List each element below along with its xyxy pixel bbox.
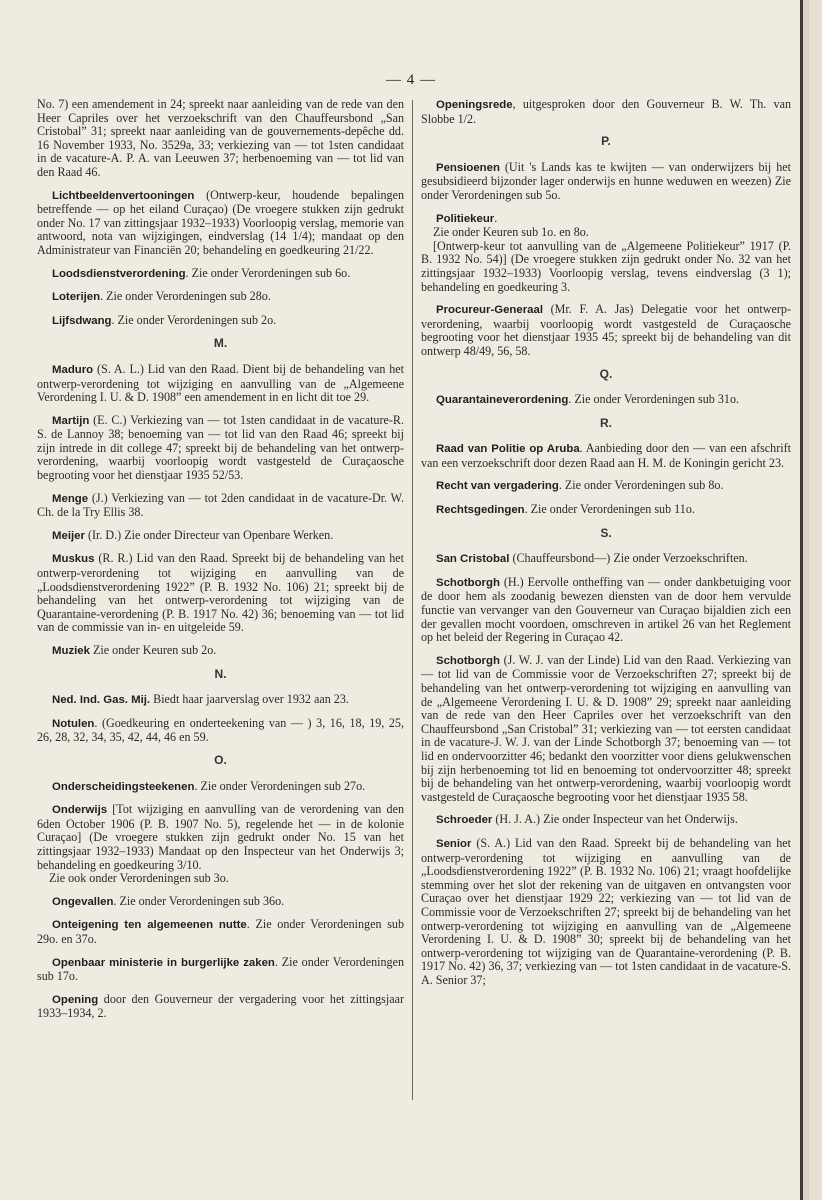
section-letter: R. (600, 415, 612, 430)
entry-text: . Zie onder Verordeningen sub 27o. (194, 778, 366, 793)
entry-text: . Zie onder Verordeningen sub 31o. (568, 392, 740, 407)
entry-text: . Zie onder Verordeningen sub 28o. (100, 289, 271, 304)
entry-headword: Meijer (52, 529, 85, 542)
entry-text: . Aanbieding door den — van een afschrift van een verzoekschrift door dezen Raad aan H. M. de Koningin gericht 23. (421, 441, 791, 470)
section-letter: Q. (599, 366, 613, 381)
right-column (421, 98, 791, 996)
index-entry (37, 956, 404, 984)
page-edge-strip (809, 0, 822, 1200)
index-entry (421, 393, 791, 408)
section-letter: P. (601, 134, 611, 149)
entry-text: (Mr. F. A. Jas) Delegatie voor het ontwerp-verordening, waarbij voorloopig wordt vastgesteld de Curaçaosche begrooting voor het dienstjaar 1935 45; spreekt bij de behandeling van dit ontwerp 48/49, 56, 58. (421, 302, 791, 358)
entry-text: [Tot wijziging en aanvulling van de verordening van den 6den October 1906 (P. B. 1907 No. 5), regelende het — in de kolonie Curaçao] (De vroegere stukken zijn gedrukt onder No. 15 van het zittingsjaar 1932–1933) Mandaat op den Inspecteur van het Onderwijs 3; behandeling en goedkeuring 3/10. (37, 802, 404, 872)
entry-text: (R. R.) Lid van den Raad. Spreekt bij de behandeling van het ontwerp-verordening tot wijziging en aanvulling van de „Loodsdienstverordening 1922” (P. B. 1932 No. 106) 21; spreekt bij de behandeling van het ontwerp-verordening tot wijziging van de Quarantaine-verordening (P. B. 1917 No. 42) 36; benoeming van — tot lid van de commissie van in- en uitgeleide 59. (37, 551, 404, 635)
entry-text: (Uit 's Lands kas te kwijten — van onderwijzers bij het gesubsidieerd bijzonder lager onderwijs en hunne weduwen en weezen) Zie onder Verordeningen sub 5o. (421, 159, 791, 202)
entry-headword: Martijn (52, 414, 90, 427)
index-continuation (37, 98, 404, 180)
entry-text: (E. C.) Verkiezing van — tot 1sten candidaat in de vacature-R. S. de Lannoy 38; benoeming van — tot lid van den Raad 46; spreekt bij zijn intrede in dit college 47; spreekt bij de behandeling van het ontwerp-verordening, waarbij voorloopig wordt vastgesteld de Curaçaosche begrooting voor het dienstjaar 1935 52/53. (37, 412, 404, 483)
entry-text: . Zie onder Verordeningen sub 6o. (185, 265, 351, 280)
index-entry (421, 813, 791, 828)
entry-text: (H. J. A.) Zie onder Inspecteur van het Onderwijs. (492, 812, 738, 827)
adjacent-page-edge (800, 0, 822, 1200)
entry-subline: Zie onder Keuren sub 1o. en 8o. (433, 225, 589, 240)
entry-text: door den Gouverneur der vergadering voor het zittingsjaar 1933–1934, 2. (37, 991, 404, 1021)
index-entry (37, 644, 404, 659)
entry-headword: Loterijen (52, 291, 101, 304)
entry-text: Zie onder Keuren sub 2o. (89, 643, 217, 657)
entry-headword: Openingsrede (436, 99, 513, 111)
entry-text: . (Goedkeuring en onderteekening van — ) 3, 16, 18, 19, 25, 26, 28, 32, 34, 35, 42, 44, 46 en 59. (37, 715, 404, 745)
entry-headword: Maduro (52, 363, 94, 376)
entry-text: . Zie onder Verordeningen sub 36o. (113, 893, 285, 908)
section-letter: N. (214, 666, 227, 681)
index-entry (37, 492, 404, 520)
entry-headword: Ned. Ind. Gas. Mij. (52, 694, 151, 707)
entry-text: . (494, 210, 498, 225)
entry-headword: Lichtbeeldenvertooningen (52, 189, 195, 202)
index-entry (421, 479, 791, 494)
entry-headword: Onderwijs (52, 804, 108, 817)
index-entry (37, 363, 404, 405)
entry-text: (Ir. D.) Zie onder Directeur van Openbare Werken. (84, 527, 334, 542)
index-entry (37, 529, 404, 544)
entry-headword: Onderscheidingsteekenen (52, 780, 195, 793)
index-entry (37, 414, 404, 483)
entry-headword: Raad van Politie op Aruba (436, 443, 580, 456)
entry-headword: Menge (52, 492, 89, 505)
entry-headword: Onteigening ten algemeenen nutte (52, 919, 247, 932)
index-entry (37, 993, 404, 1021)
index-entry (37, 717, 404, 745)
section-letter: O. (214, 752, 227, 767)
index-entry (37, 189, 404, 258)
index-entry (37, 552, 404, 635)
entry-text: . Zie onder Verordeningen sub 11o. (524, 502, 695, 517)
entry-headword: Muziek (52, 645, 90, 657)
entry-text: (H.) Eervolle ontheffing van — onder dankbetuiging voor de door hem als zoodanig bewezen diensten van de door hem vervulde functie van vervanger van den Gouverneur van Curaçao bijaldien zich een der gevallen mocht voordoen, omschreven in artikel 26 van het Reglement op het beleid der Regering in Curaçao 42. (421, 574, 791, 645)
entry-text: (Ontwerp-keur, houdende bepalingen betreffende — op het eiland Curaçao) (De vroegere stukken zijn gedrukt onder No. 17 van zittingsjaar 1932–1933) Voorloopig verslag, memorie van antwoord, nota van wijzigingen, eindverslag (14 1/4); mandaat op den Administrateur van Financiën 20; behandeling en goedkeuring 21/22. (37, 187, 404, 257)
entry-headword: Schroeder (436, 814, 493, 827)
section-letter: M. (213, 336, 228, 351)
entry-headword: Lijfsdwang (52, 314, 112, 327)
entry-headword: Quarantaineverordening (436, 394, 569, 407)
index-entry (37, 803, 404, 886)
index-entry (421, 98, 791, 126)
entry-headword: San Cristobal (436, 553, 510, 566)
index-entry (37, 267, 404, 282)
entry-headword: Notulen (52, 717, 95, 730)
entry-headword: Procureur-Generaal (436, 304, 543, 317)
entry-text: No. 7) een amendement in 24; spreekt naar aanleiding van de rede van den Heer Capriles over het verzoekschrift van den Chauffeursbond „San Cristobal” 31; spreekt naar aanleiding van de gouvernements-depêche dd. 16 November 1933, No. 3529a, 33; verkiezing van — tot 1sten candidaat in de vacature-A. P. A. van Leeuwen 37; herbenoeming van — tot lid van den Raad 46. (37, 97, 404, 179)
index-entry (37, 290, 404, 305)
entry-text: Biedt haar jaarverslag over 1932 aan 23. (150, 692, 349, 707)
index-entry (421, 161, 791, 203)
entry-headword: Senior (436, 837, 472, 850)
entry-text: , uitgesproken door den Gouverneur B. W. Th. van Slobbe 1/2. (421, 97, 791, 126)
entry-headword: Politiekeur (436, 212, 495, 225)
index-entry (37, 693, 404, 708)
index-entry (421, 212, 791, 295)
page-number: — 4 — (386, 72, 436, 88)
entry-headword: Schotborgh (436, 576, 500, 589)
entry-text: (Chauffeursbond—) Zie onder Verzoekschriften. (509, 551, 748, 566)
entry-text: . Zie onder Verordeningen sub 2o. (111, 312, 277, 327)
index-entry (37, 780, 404, 795)
entry-headword: Loodsdienstverordening (52, 267, 186, 280)
entry-text: (S. A. L.) Lid van den Raad. Dient bij de behandeling van het ontwerp-verordening tot wijziging en aanvulling van de „Algemeene Verordening I. U. & D. 1908” een amendement in en licht dit toe 29. (37, 361, 404, 405)
index-entry (37, 314, 404, 329)
entry-subline: Zie ook onder Verordeningen sub 3o. (49, 871, 229, 886)
entry-headword: Pensioenen (436, 161, 500, 174)
entry-subline: [Ontwerp-keur tot aanvulling van de „Algemeene Politiekeur” 1917 (P. B. 1932 No. 54)] (De vroegere stukken zijn gedrukt onder No. 32 van het zittingsjaar 1932–1933) Voorloopig verslag, tevens eindverslag (3 1); behandeling en goedkeuring 3. (421, 238, 791, 294)
index-entry (37, 895, 404, 910)
entry-text: (J.) Verkiezing van — tot 2den candidaat in de vacature-Dr. W. Ch. de la Try Ellis 38. (37, 490, 404, 520)
left-column (37, 98, 404, 1030)
index-entry (421, 654, 791, 805)
entry-headword: Opening (52, 993, 99, 1006)
section-letter: S. (600, 525, 612, 540)
index-entry (421, 442, 791, 470)
entry-headword: Recht van vergadering (436, 480, 559, 493)
index-entry (421, 837, 791, 988)
index-entry (37, 918, 404, 946)
column-divider (412, 100, 413, 1100)
entry-headword: Openbaar ministerie in burgerlijke zaken (52, 956, 275, 969)
entry-headword: Rechtsgedingen (436, 504, 525, 517)
entry-headword: Schotborgh (436, 654, 500, 667)
index-entry (421, 552, 791, 567)
index-entry (421, 303, 791, 358)
entry-text: (S. A.) Lid van den Raad. Spreekt bij de behandeling van het ontwerp-verordening tot wijziging en aanvulling van de „Loodsdienstverordening 1922” (P. B. 1932 No. 106) 21; vraagt hoofdelijke stemming over het slot der rekening van de uitgaven en ontvangsten voor Curaçao over het dienstjaar 1929 22; verkiezing van — tot lid van de Commissie voor de Verzoekschriften 27; spreekt bij de behandeling van het ontwerp-verordening tot wijziging en aanvulling van de „Algemeene Verordening I. U. & D. 1908” 30; spreekt bij de behandeling van het ontwerp-verordening tot wijziging van de Quarantaine-verordening (P. B. 1917 No. 42) 36, 37; verkiezing van — tot 1sten candidaat in de vacature-S. A. Senior 37; (421, 835, 791, 987)
index-entry (421, 576, 791, 645)
entry-text: (J. W. J. van der Linde) Lid van den Raad. Verkiezing van — tot lid van de Commissie voor de Verzoekschriften 27; spreekt bij de behandeling van het ontwerp-verordening tot wijziging en aanvulling van de „Algemeene Verordening I. U. & D. 1908” 29; spreekt naar aanleiding van de rede van den Heer Capriles over het verzoekschrift van den Chauffeursbond „San Cristobal” 31; verkiezing van — tot eersten candidaat in de vacature-J. W. J. van der Linde Schotborgh 37; benoeming van — tot lid en ondervoorzitter 46; bedankt den voorzitter voor diens gelukwenschen bij zijn herbenoeming tot lid en benoeming tot ondervoorzitter 48; spreekt bij de behandeling van het ontwerp-verordening, waarbij voorloopig wordt vastgesteld de Curaçaosche begrooting voor het dienstjaar 1935 58. (421, 652, 791, 804)
entry-text: . Zie onder Verordeningen sub 17o. (37, 954, 404, 984)
entry-headword: Ongevallen (52, 895, 114, 908)
entry-text: . Zie onder Verordeningen sub 8o. (558, 478, 724, 493)
index-entry (421, 503, 791, 518)
entry-headword: Muskus (52, 553, 95, 566)
entry-text: . Zie onder Verordeningen sub 29o. en 37o. (37, 917, 405, 946)
